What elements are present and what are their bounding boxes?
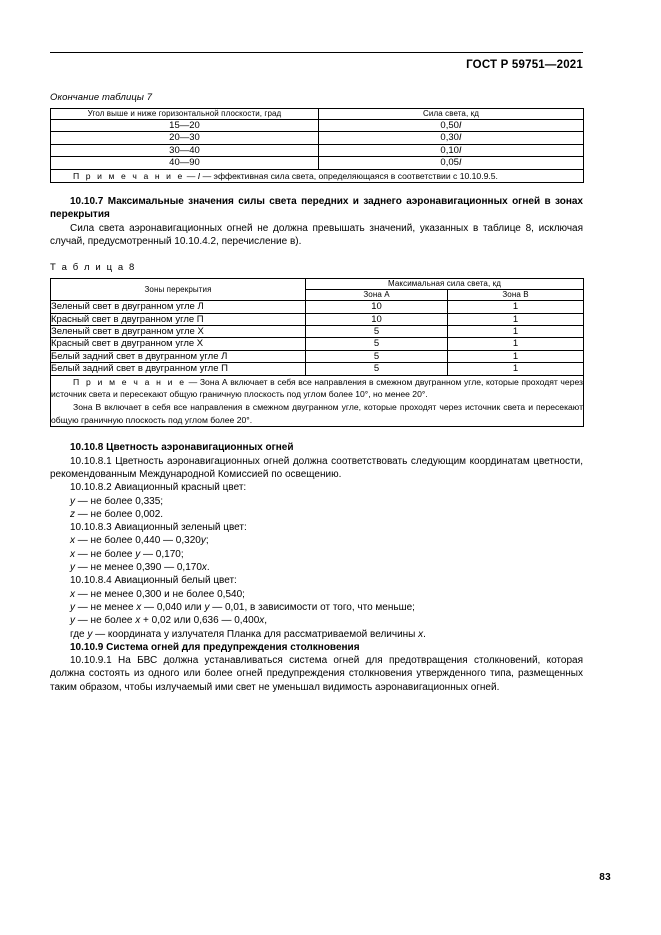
table8-note-row — [51, 375, 584, 427]
standard-number: ГОСТ Р 59751—2021 — [466, 59, 583, 71]
table7-header-row — [51, 109, 584, 120]
text-mid: — координата у излучателя Планка для рассматриваемой величины — [92, 628, 419, 640]
table8-col-zone-b: Зона В — [448, 290, 584, 301]
table8-cell-b: 1 — [448, 350, 584, 362]
table8-cell-zone: Зеленый свет в двугранном угле Л — [51, 301, 306, 313]
running-header — [50, 52, 583, 71]
table-row — [51, 120, 584, 132]
heading-10-10-7-line2: в зонах перекрытия — [50, 196, 583, 221]
table8-cell-b: 1 — [448, 313, 584, 325]
table-row — [51, 132, 584, 144]
white-coord-x — [50, 588, 583, 601]
heading-10-10-7 — [50, 195, 583, 222]
symbol: I — [458, 157, 462, 169]
table-row — [51, 350, 584, 362]
var-y-rest: — не более 0,335; — [75, 495, 164, 507]
table7-cell-angle: 30—40 — [51, 144, 319, 156]
table8-header-row-1 — [51, 279, 584, 290]
table8-cell-a: 10 — [306, 301, 448, 313]
table8-cell-a: 5 — [306, 325, 448, 337]
green-coord-x1 — [50, 534, 583, 547]
value: 0,30 — [440, 132, 459, 144]
table8-col-group: Максимальная сила света, кд — [306, 279, 584, 290]
var-x: x — [136, 601, 142, 613]
text-tail: , — [264, 615, 268, 627]
table8-cell-zone: Зеленый свет в двугранном угле Х — [51, 325, 306, 337]
paragraph-10-10-8-3: 10.10.8.3 Авиационный зеленый цвет: — [70, 522, 247, 534]
where-clause — [50, 628, 583, 641]
value: 0,50 — [440, 120, 459, 131]
var-y: y — [70, 601, 75, 613]
text-tail: ; — [205, 535, 209, 547]
table7-cell-angle: 15—20 — [51, 120, 319, 132]
table-row — [51, 313, 584, 325]
table-row — [51, 363, 584, 375]
table8-cell-a: 5 — [306, 363, 448, 375]
red-coord-z — [50, 508, 583, 521]
table8-cell-zone: Белый задний свет в двугранном угле Л — [51, 350, 306, 362]
paragraph-10-10-9-1: 10.10.9.1 На БВС должна устанавливаться система огней для предотвращения столкновений, которая должна состоять из одного или более огней предупреждения столкновения утвержденного типа, размещенных таким образом, чтобы излучаемый ими свет не уменьшал видимость аэронавигационных огней. — [50, 655, 583, 693]
table8-cell-b: 1 — [448, 301, 584, 313]
paragraph-10-10-8-4: 10.10.8.4 Авиационный белый цвет: — [70, 575, 237, 587]
var-x: x — [70, 535, 75, 547]
text-mid: — 0,040 или — [141, 601, 205, 613]
var-y: y — [70, 615, 75, 627]
red-coord-y — [50, 495, 583, 508]
heading-10-10-8-text: 10.10.8 Цветность аэронавигационных огней — [70, 442, 294, 454]
table8-cell-b: 1 — [448, 338, 584, 350]
where-pre: где — [70, 628, 88, 640]
paragraph-10-10-7: Сила света аэронавигационных огней не должна превышать значений, указанных в таблице 8, исключая случай, предусмотренный 10.10.4.2, перечисление в). — [50, 222, 583, 247]
text: — не более — [75, 548, 136, 560]
table7-cell-intensity — [319, 132, 584, 144]
table8-cell-a: 5 — [306, 338, 448, 350]
page-content — [50, 92, 583, 694]
var-y-2: y — [204, 601, 210, 613]
table-row — [51, 325, 584, 337]
table7-col-angle: Угол выше и ниже горизонтальной плоскости, град — [51, 109, 319, 120]
white-coord-y2 — [50, 614, 583, 627]
table-row — [51, 301, 584, 313]
table8-col-zones: Зоны перекрытия — [51, 279, 306, 301]
table8-cell-b: 1 — [448, 325, 584, 337]
var-y: y — [200, 535, 206, 547]
table7-caption: Окончание таблицы 7 — [50, 92, 153, 103]
symbol: I — [458, 144, 462, 156]
var-x: x — [201, 562, 207, 574]
text: — не менее — [75, 601, 137, 613]
table-row — [51, 144, 584, 156]
paragraph-10-10-8-2: 10.10.8.2 Авиационный красный цвет: — [70, 482, 247, 494]
var-z-rest: — не более 0,002. — [75, 508, 164, 520]
note-symbol: I — [197, 170, 201, 181]
note-text: — эффективная сила света, определяющаяся в соответствии с 10.10.9.5. — [200, 170, 498, 181]
green-coord-x2 — [50, 548, 583, 561]
table7-col-intensity: Сила света, кд — [319, 109, 584, 120]
table-row — [51, 338, 584, 350]
table7-cell-angle: 40—90 — [51, 157, 319, 169]
table-row — [51, 157, 584, 169]
green-coord-y — [50, 561, 583, 574]
note-text-1: — Зона А включает в себя все направления в смежном двугранном угле, которые проходят через источник света и пересекают общую граничную плоскость под углом более 10°, но менее 20°. — [51, 376, 584, 399]
page-number: 83 — [599, 872, 611, 883]
symbol: I — [458, 120, 462, 131]
var-x: x — [70, 548, 75, 560]
var-y: y — [135, 548, 141, 560]
table8-cell-zone: Белый задний свет в двугранном угле П — [51, 363, 306, 375]
value: 0,05 — [440, 157, 459, 169]
table8-note — [51, 375, 584, 427]
value: 0,10 — [440, 144, 459, 156]
table8-cell-a: 10 — [306, 313, 448, 325]
var-x: x — [70, 588, 75, 600]
text: — не менее 0,300 и не более 0,540; — [75, 588, 245, 600]
paragraph-10-10-8-1: 10.10.8.1 Цветность аэронавигационных огней должна соответствовать следующим координатам цветности, рекомендованным Международной Комиссией по освещению. — [50, 455, 583, 480]
table-8 — [50, 278, 584, 427]
var-x: x — [418, 628, 424, 640]
var-y: y — [70, 562, 75, 574]
text-tail: — 0,170; — [140, 548, 184, 560]
table7-cell-intensity — [319, 120, 584, 132]
note-label: П р и м е ч а н и е — [73, 376, 187, 387]
table7-cell-intensity — [319, 157, 584, 169]
text-tail: . — [423, 628, 426, 640]
table7-cell-angle: 20—30 — [51, 132, 319, 144]
symbol: I — [458, 132, 462, 144]
heading-10-10-7-line1: 10.10.7 Максимальные значения силы света передних и заднего аэронавигационных огней — [70, 196, 541, 208]
heading-10-10-9 — [50, 641, 583, 654]
table8-cell-b: 1 — [448, 363, 584, 375]
text-tail: . — [206, 562, 210, 574]
note-dash: — — [184, 170, 198, 181]
var-y: y — [87, 628, 93, 640]
var-x-2: x — [259, 615, 265, 627]
var-z: z — [70, 508, 75, 520]
text: — не менее 0,390 — 0,170 — [75, 562, 202, 574]
table8-cell-zone: Красный свет в двугранном угле П — [51, 313, 306, 325]
table8-col-zone-a: Зона А — [306, 290, 448, 301]
table-7 — [50, 108, 584, 183]
heading-10-10-9-text: 10.10.9 Система огней для предупреждения столкновения — [70, 641, 360, 653]
var-y: y — [70, 495, 75, 507]
white-coord-y1 — [50, 601, 583, 614]
var-x: x — [135, 615, 141, 627]
table7-cell-intensity — [319, 144, 584, 156]
text: — не более — [75, 615, 136, 627]
table8-cell-zone: Красный свет в двугранном угле Х — [51, 338, 306, 350]
table7-note — [51, 169, 584, 182]
table8-caption: Т а б л и ц а 8 — [50, 262, 136, 274]
text-mid: + 0,02 или 0,636 — 0,400 — [140, 615, 260, 627]
heading-10-10-8 — [50, 441, 583, 454]
note-text-2: Зона В включает в себя все направления в смежном двугранном угле, которые проходят через источник света и пересекают общую граничную плоскость под углом более 20°. — [51, 402, 583, 425]
note-label: П р и м е ч а н и е — [73, 170, 185, 181]
table8-cell-a: 5 — [306, 350, 448, 362]
text-tail: — 0,01, в зависимости от того, что меньше; — [209, 601, 415, 613]
table7-note-row — [51, 169, 584, 182]
text: — не более 0,440 — 0,320 — [75, 535, 201, 547]
